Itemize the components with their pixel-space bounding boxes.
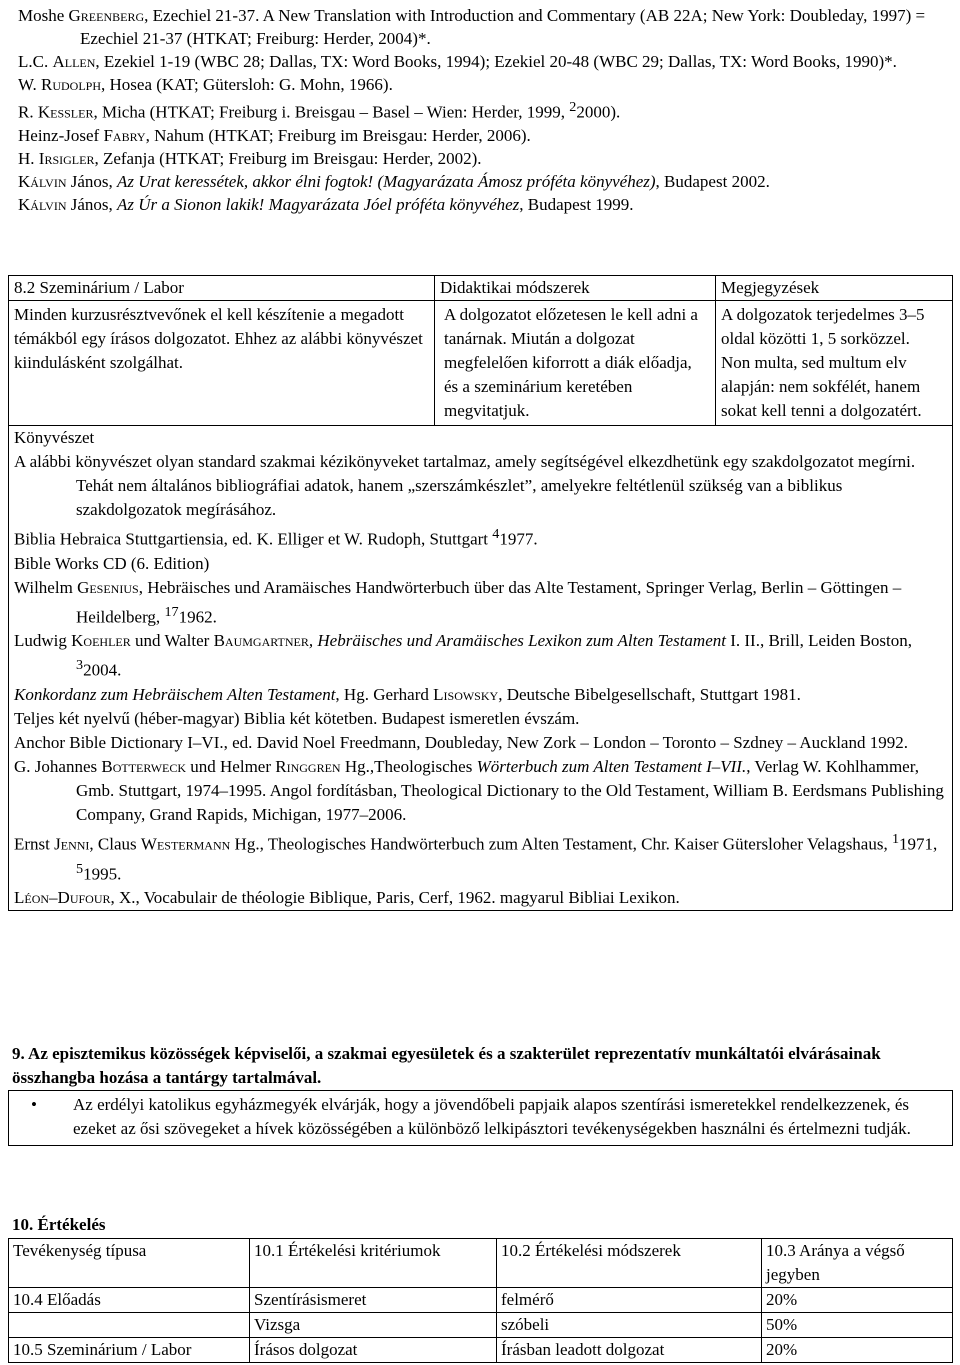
seminar-header-cell: 8.2 Szeminárium / Labor bbox=[9, 276, 435, 301]
eval-cell: 10.4 Előadás bbox=[9, 1288, 250, 1313]
bullet-item bbox=[31, 1093, 946, 1141]
methods-header-cell: Didaktikai módszerek bbox=[435, 276, 716, 301]
table-row bbox=[9, 1338, 953, 1363]
reference-entry: Moshe Greenberg, Ezechiel 21-37. A New Translation with Introduction and Commentary (AB 22A; New York: Doubleday, 1997) = Ezechiel 21-37 (HTKAT; Freiburg: Herder, 2004)*. bbox=[18, 6, 926, 48]
eval-cell: 20% bbox=[762, 1338, 953, 1363]
table-row bbox=[9, 1313, 953, 1338]
eval-cell: 50% bbox=[762, 1313, 953, 1338]
methods-cell: A dolgozatot előzetesen le kell adni a tanárnak. Miután a dolgozat megfelelően kiforrott a diák előadja, és a szeminárium keretében megvitatjuk. bbox=[435, 301, 716, 426]
notes-cell: A dolgozatok terjedelmes 3–5 oldal közötti 1, 5 sorközzel. Non multa, sed multum elv alapján: nem sokfélét, hanem sokat kell tenni a dolgozatért. bbox=[716, 301, 953, 426]
reference-entry: Heinz-Josef Fabry, Nahum (HTKAT; Freiburg im Breisgau: Herder, 2006). bbox=[18, 125, 531, 145]
notes-header-cell: Megjegyzések bbox=[716, 276, 953, 301]
eval-cell: Írásos dolgozat bbox=[250, 1338, 497, 1363]
eval-cell: Szentírásismeret bbox=[250, 1288, 497, 1313]
reference-entry: H. Irsigler, Zefanja (HTKAT; Freiburg im Breisgau: Herder, 2002). bbox=[18, 148, 482, 168]
bibliography-entry: Anchor Bible Dictionary I–VI., ed. David Noel Freedmann, Doubleday, New Zork – London – Toronto – Szdney – Auckland 1992. bbox=[14, 732, 908, 752]
bibliography-cell bbox=[9, 426, 953, 911]
seminar-description-cell: Minden kurzusrésztvevőnek el kell készítenie a megadott témákból egy írásos dolgozatot. Ehhez az alábbi könyvészet kiindulásként szolgálhat. bbox=[9, 301, 435, 426]
reference-entry: Kálvin János, Az Urat keressétek, akkor élni fogtok! (Magyarázata Ámosz próféta könyvéhez), Budapest 2002. bbox=[18, 171, 770, 191]
bibliography-entry: Biblia Hebraica Stuttgartiensia, ed. K. Elliger et W. Rudoph, Stuttgart $^4$1977. bbox=[14, 526, 538, 549]
reference-entry: L.C. Allen, Ezekiel 1-19 (WBC 28; Dallas, TX: Word Books, 1994); Ezekiel 20-48 (WBC 29; Dallas, TX: Word Books, 1990)*. bbox=[18, 52, 897, 71]
bibliography-entry: Ludwig Koehler und Walter Baumgartner, Hebräisches und Aramäisches Lexikon zum Alten Testament I. II., Brill, Leiden Boston, $^3$2004. bbox=[14, 631, 913, 680]
reference-list bbox=[18, 4, 950, 216]
eval-header-cell: 10.2 Értékelési módszerek bbox=[497, 1239, 762, 1288]
reference-entry: Kálvin János, Az Úr a Sionon lakik! Magyarázata Jóel próféta könyvéhez, Budapest 1999. bbox=[18, 194, 634, 214]
eval-header-cell: Tevékenység típusa bbox=[9, 1239, 250, 1288]
reference-entry: W. Rudolph, Hosea (KAT; Gütersloh: G. Mohn, 1966). bbox=[18, 75, 393, 94]
bibliography-title: Könyvészet bbox=[14, 428, 95, 447]
section-9-title: 9. Az episztemikus közösségek képviselői, a szakmai egyesületek és a szakterület reprezentatív munkáltatói elvárásainak összhangba hozása a tantárgy tartalmával. bbox=[12, 1044, 881, 1087]
table-row bbox=[9, 1288, 953, 1313]
reference-entry: R. Kessler, Micha (HTKAT; Freiburg i. Breisgau – Basel – Wien: Herder, 1999, $^2$2000). bbox=[18, 99, 621, 122]
bibliography-entry: Léon–Dufour, X., Vocabulair de théologie Biblique, Paris, Cerf, 1962. magyarul Bibliai Lexikon. bbox=[14, 888, 680, 908]
evaluation-table bbox=[8, 1238, 953, 1363]
bibliography-entry: Konkordanz zum Hebräischem Alten Testament, Hg. Gerhard Lisowsky, Deutsche Bibelgesellschaft, Stuttgart 1981. bbox=[14, 684, 801, 704]
eval-header-cell: 10.3 Aránya a végső jegyben bbox=[762, 1239, 953, 1288]
bibliography-entry: Ernst Jenni, Claus Westermann Hg., Theologisches Handwörterbuch zum Alten Testament, Chr. Kaiser Gütersloher Velagshaus, $^1$1971, $^5$1995. bbox=[14, 830, 938, 884]
eval-cell: felmérő bbox=[497, 1288, 762, 1313]
section-9-table bbox=[8, 1090, 953, 1146]
section-10-title: 10. Értékelés bbox=[12, 1215, 106, 1234]
bullet-text: Az erdélyi katolikus egyházmegyék elvárják, hogy a jövendőbeli papjaik alapos szentírási ismeretekkel rendelkezzenek, és ezeket az ősi szövegeket a hívek közösségében a különböző lelkipásztori tevékenységekben használni és értelmezni tudják. bbox=[73, 1095, 911, 1138]
eval-header-cell: 10.1 Értékelési kritériumok bbox=[250, 1239, 497, 1288]
bibliography-entry: Teljes két nyelvű (héber-magyar) Biblia két kötetben. Budapest ismeretlen évszám. bbox=[14, 708, 580, 728]
eval-cell: szóbeli bbox=[497, 1313, 762, 1338]
eval-cell: Írásban leadott dolgozat bbox=[497, 1338, 762, 1363]
bibliography-entry: Wilhelm Gesenius, Hebräisches und Aramäisches Handwörterbuch über das Alte Testament, Springer Verlag, Berlin – Göttingen – Heildelberg, $^{17}$1962. bbox=[14, 577, 902, 627]
bibliography-entry: Bible Works CD (6. Edition) bbox=[14, 553, 210, 573]
seminar-table bbox=[8, 275, 953, 911]
section-9-cell bbox=[9, 1091, 953, 1146]
bullet-icon: • bbox=[31, 1095, 37, 1114]
bibliography-intro: A alábbi könyvészet olyan standard szakmai kézikönyveket tartalmaz, amely segítségével elkezdhetünk egy szakdolgozatot megírni. Tehát nem általános bibliográfiai adatok, hanem „szerszámkészlet”, amelyekre feltétlenül szükség van a biblikus szakdolgozatok megírásához. bbox=[14, 452, 916, 519]
eval-cell: 20% bbox=[762, 1288, 953, 1313]
bibliography-entry: G. Johannes Botterweck und Helmer Ringgren Hg.,Theologisches Wörterbuch zum Alten Testament I–VII., Verlag W. Kohlhammer, Gmb. Stuttgart, 1974–1995. Angol fordításban, Theological Dictionary to the Old Testament, William B. Eerdsmans Publishing Company, Grand Rapids, Michigan, 1977–2006. bbox=[14, 756, 944, 824]
eval-cell: 10.5 Szeminárium / Labor bbox=[9, 1338, 250, 1363]
eval-cell bbox=[9, 1313, 250, 1338]
eval-cell: Vizsga bbox=[250, 1313, 497, 1338]
